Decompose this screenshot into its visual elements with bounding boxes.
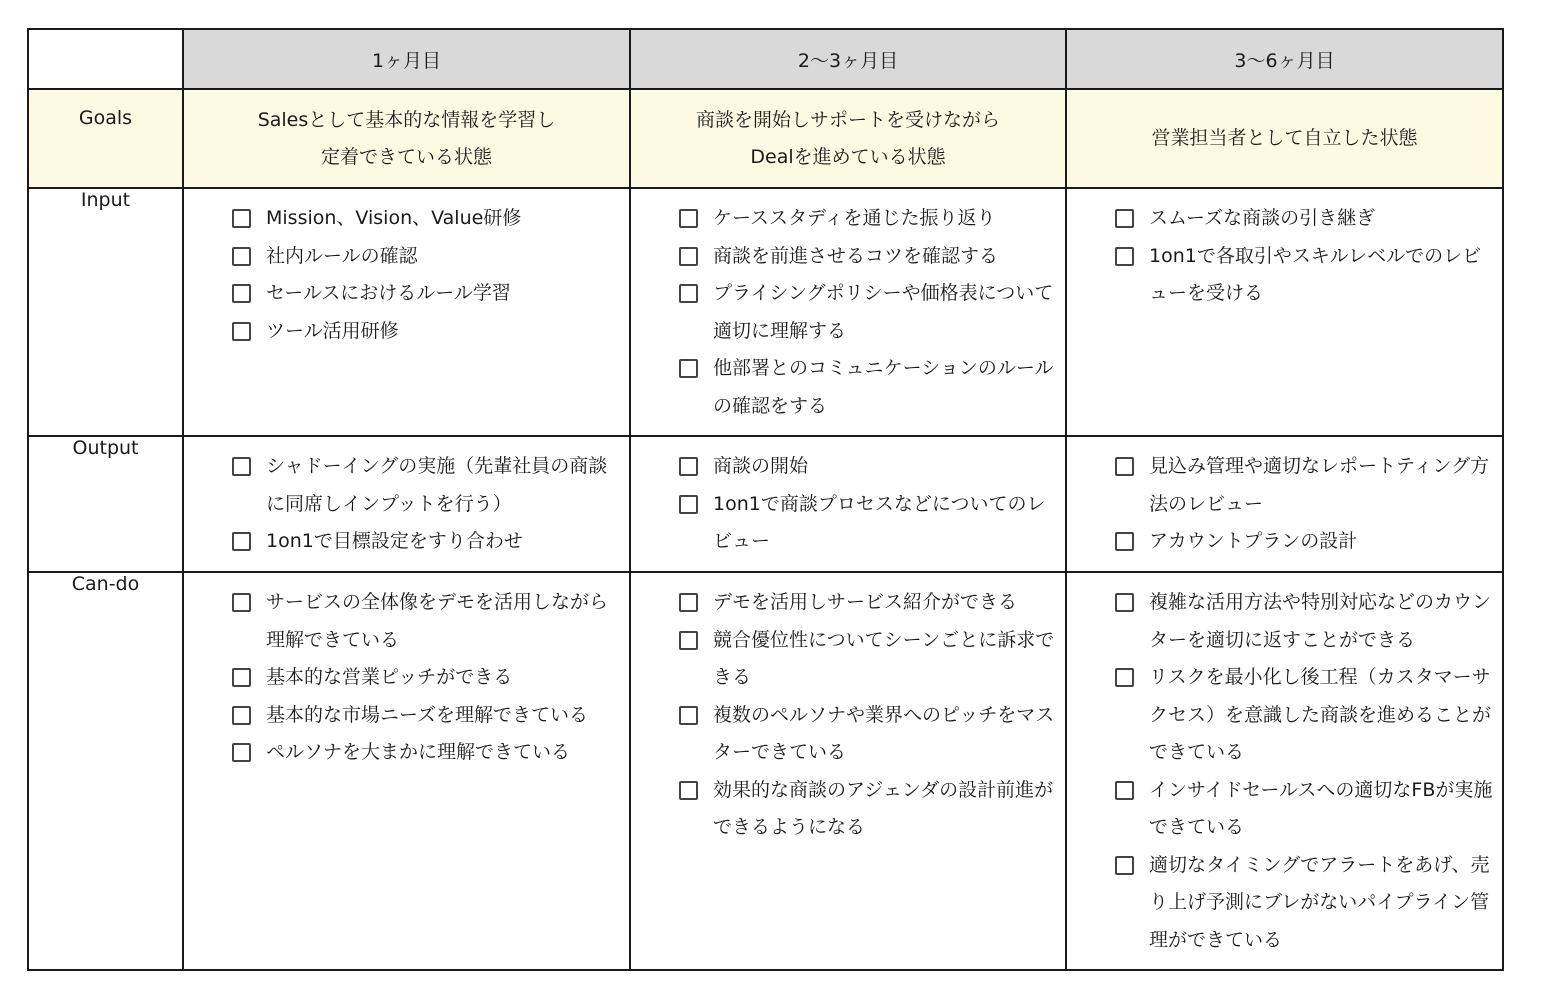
checklist-item bbox=[1115, 584, 1494, 659]
row-label-output: Output bbox=[28, 436, 183, 572]
checkbox[interactable] bbox=[679, 781, 698, 800]
checklist-item bbox=[232, 659, 621, 697]
checklist-item bbox=[1115, 847, 1494, 960]
checkbox[interactable] bbox=[1115, 781, 1134, 800]
checklist-item bbox=[679, 622, 1057, 697]
checklist-item bbox=[679, 584, 1057, 622]
checkbox[interactable] bbox=[679, 593, 698, 612]
checklist-item-label: 複数のペルソナや業界へのピッチをマスターできている bbox=[713, 703, 1055, 763]
corner-cell bbox=[28, 29, 183, 89]
row-label-goals: Goals bbox=[28, 89, 183, 188]
checklist-item bbox=[679, 772, 1057, 847]
checkbox[interactable] bbox=[1115, 247, 1134, 266]
checklist-item-label: セールスにおけるルール学習 bbox=[266, 282, 511, 304]
checklist-item-label: 1on1で目標設定をすり合わせ bbox=[266, 530, 523, 552]
checklist-item-label: シャドーイングの実施（先輩社員の商談に同席しインプットを行う） bbox=[266, 455, 608, 515]
checkbox[interactable] bbox=[679, 495, 698, 514]
checklist-item bbox=[679, 448, 1057, 486]
checklist-item bbox=[232, 238, 621, 276]
checklist-item-label: アカウントプランの設計 bbox=[1149, 530, 1358, 552]
checkbox[interactable] bbox=[232, 593, 251, 612]
checklist-item-label: 1on1で商談プロセスなどについてのレビュー bbox=[713, 492, 1046, 552]
onboarding-plan-table bbox=[27, 28, 1504, 971]
checklist bbox=[184, 573, 629, 780]
checklist-item-label: 複雑な活用方法や特別対応などのカウンターを適切に返すことができる bbox=[1149, 591, 1492, 651]
checkbox[interactable] bbox=[232, 247, 251, 266]
goal-text: 定着できている状態 bbox=[320, 145, 492, 168]
checklist-item bbox=[1115, 238, 1494, 313]
output-row bbox=[28, 436, 1503, 572]
checkbox[interactable] bbox=[679, 359, 698, 378]
checklist-item bbox=[232, 313, 621, 351]
checkbox[interactable] bbox=[1115, 593, 1134, 612]
row-label-can-do: Can-do bbox=[28, 572, 183, 970]
checklist-cell bbox=[1066, 572, 1503, 970]
goal-cell bbox=[1066, 89, 1503, 188]
checklist-item-label: ケーススタディを通じた振り返り bbox=[713, 207, 996, 229]
checklist-item bbox=[232, 734, 621, 772]
checkbox[interactable] bbox=[232, 322, 251, 341]
checklist-cell bbox=[183, 188, 630, 436]
checklist-item-label: 社内ルールの確認 bbox=[266, 244, 418, 267]
checklist-item bbox=[679, 350, 1057, 425]
goal-text: 営業担当者として自立した状態 bbox=[1151, 127, 1418, 149]
checkbox[interactable] bbox=[1115, 856, 1134, 875]
checklist-item bbox=[232, 275, 621, 313]
checklist bbox=[1067, 189, 1502, 321]
checkbox[interactable] bbox=[232, 457, 251, 476]
checklist-item-label: 商談を前進させるコツを確認する bbox=[713, 244, 999, 267]
checkbox[interactable] bbox=[232, 532, 251, 551]
checklist-item bbox=[679, 275, 1057, 350]
checklist-cell bbox=[630, 572, 1066, 970]
checklist-item bbox=[232, 584, 621, 659]
input-row bbox=[28, 188, 1503, 436]
column-header-month-1: 1ヶ月目 bbox=[183, 29, 630, 89]
checklist-item bbox=[232, 697, 621, 735]
checklist-item bbox=[679, 200, 1057, 238]
column-header-month-3-6: 3〜6ヶ月目 bbox=[1066, 29, 1503, 89]
checklist-item bbox=[679, 238, 1057, 276]
row-label-input: Input bbox=[28, 188, 183, 436]
checklist-item bbox=[232, 523, 621, 561]
checkbox[interactable] bbox=[1115, 668, 1134, 687]
checklist-item-label: ペルソナを大まかに理解できている bbox=[266, 741, 571, 763]
goal-text: 商談を開始しサポートを受けながら bbox=[695, 108, 1000, 131]
checklist bbox=[631, 437, 1065, 569]
checklist-cell bbox=[630, 436, 1066, 572]
checklist-item-label: ツール活用研修 bbox=[266, 319, 399, 342]
checklist-item-label: リスクを最小化し後工程（カスタマーサクセス）を意識した商談を進めることができている bbox=[1149, 666, 1492, 763]
checklist-item bbox=[232, 448, 621, 523]
column-header-month-2-3: 2〜3ヶ月目 bbox=[630, 29, 1066, 89]
checklist bbox=[631, 573, 1065, 855]
checklist-item-label: 基本的な市場ニーズを理解できている bbox=[266, 703, 589, 726]
checkbox[interactable] bbox=[679, 209, 698, 228]
checklist-item-label: Mission、Vision、Value研修 bbox=[266, 207, 522, 229]
checklist-cell bbox=[630, 188, 1066, 436]
checklist bbox=[631, 189, 1065, 433]
goals-row bbox=[28, 89, 1503, 188]
checklist-item bbox=[232, 200, 621, 238]
checkbox[interactable] bbox=[1115, 209, 1134, 228]
checklist-item-label: 基本的な営業ピッチができる bbox=[266, 666, 513, 688]
checklist bbox=[184, 437, 629, 569]
checklist bbox=[184, 189, 629, 358]
checklist-item bbox=[679, 697, 1057, 772]
header-row bbox=[28, 29, 1503, 89]
checklist-item-label: 適切なタイミングでアラートをあげ、売り上げ予測にブレがないパイプライン管理ができている bbox=[1149, 853, 1490, 951]
goal-cell bbox=[630, 89, 1066, 188]
checkbox[interactable] bbox=[232, 743, 251, 762]
checklist-item-label: 見込み管理や適切なレポートティング方法のレビュー bbox=[1149, 455, 1490, 515]
checkbox[interactable] bbox=[679, 706, 698, 725]
can-do-row bbox=[28, 572, 1503, 970]
checklist-cell bbox=[183, 572, 630, 970]
checkbox[interactable] bbox=[679, 284, 698, 303]
checkbox[interactable] bbox=[232, 668, 251, 687]
checkbox[interactable] bbox=[1115, 457, 1134, 476]
checklist-item bbox=[1115, 659, 1494, 772]
checklist-cell bbox=[1066, 436, 1503, 572]
checklist-item bbox=[1115, 523, 1494, 561]
checkbox[interactable] bbox=[232, 209, 251, 228]
checklist-item-label: 1on1で各取引やスキルレベルでのレビューを受ける bbox=[1149, 244, 1482, 304]
checkbox[interactable] bbox=[679, 247, 698, 266]
checklist-item-label: インサイドセールスへの適切なFBが実施できている bbox=[1149, 778, 1493, 838]
checkbox[interactable] bbox=[232, 284, 251, 303]
checklist-item bbox=[1115, 772, 1494, 847]
checklist bbox=[1067, 437, 1502, 569]
checklist-item-label: サービスの全体像をデモを活用しながら理解できている bbox=[266, 591, 609, 651]
checklist-cell bbox=[1066, 188, 1503, 436]
checklist-item bbox=[1115, 200, 1494, 238]
checklist-item-label: スムーズな商談の引き継ぎ bbox=[1149, 207, 1376, 229]
goal-cell bbox=[183, 89, 630, 188]
checkbox[interactable] bbox=[232, 706, 251, 725]
checkbox[interactable] bbox=[679, 457, 698, 476]
checklist-item-label: 効果的な商談のアジェンダの設計前進ができるようになる bbox=[713, 778, 1054, 838]
checklist-item-label: 商談の開始 bbox=[713, 455, 809, 477]
goal-text: Salesとして基本的な情報を学習し bbox=[257, 108, 556, 131]
goal-text: Dealを進めている状態 bbox=[750, 145, 946, 168]
checklist-item-label: 他部署とのコミュニケーションのルールの確認をする bbox=[713, 357, 1054, 417]
checklist-cell bbox=[183, 436, 630, 572]
checklist-item-label: 競合優位性についてシーンごとに訴求できる bbox=[713, 628, 1055, 688]
checklist-item-label: プライシングポリシーや価格表について適切に理解する bbox=[713, 282, 1054, 342]
checklist-item bbox=[1115, 448, 1494, 523]
checklist-item-label: デモを活用しサービス紹介ができる bbox=[713, 591, 1018, 613]
checklist bbox=[1067, 573, 1502, 967]
checkbox[interactable] bbox=[1115, 532, 1134, 551]
checkbox[interactable] bbox=[679, 631, 698, 650]
checklist-item bbox=[679, 486, 1057, 561]
